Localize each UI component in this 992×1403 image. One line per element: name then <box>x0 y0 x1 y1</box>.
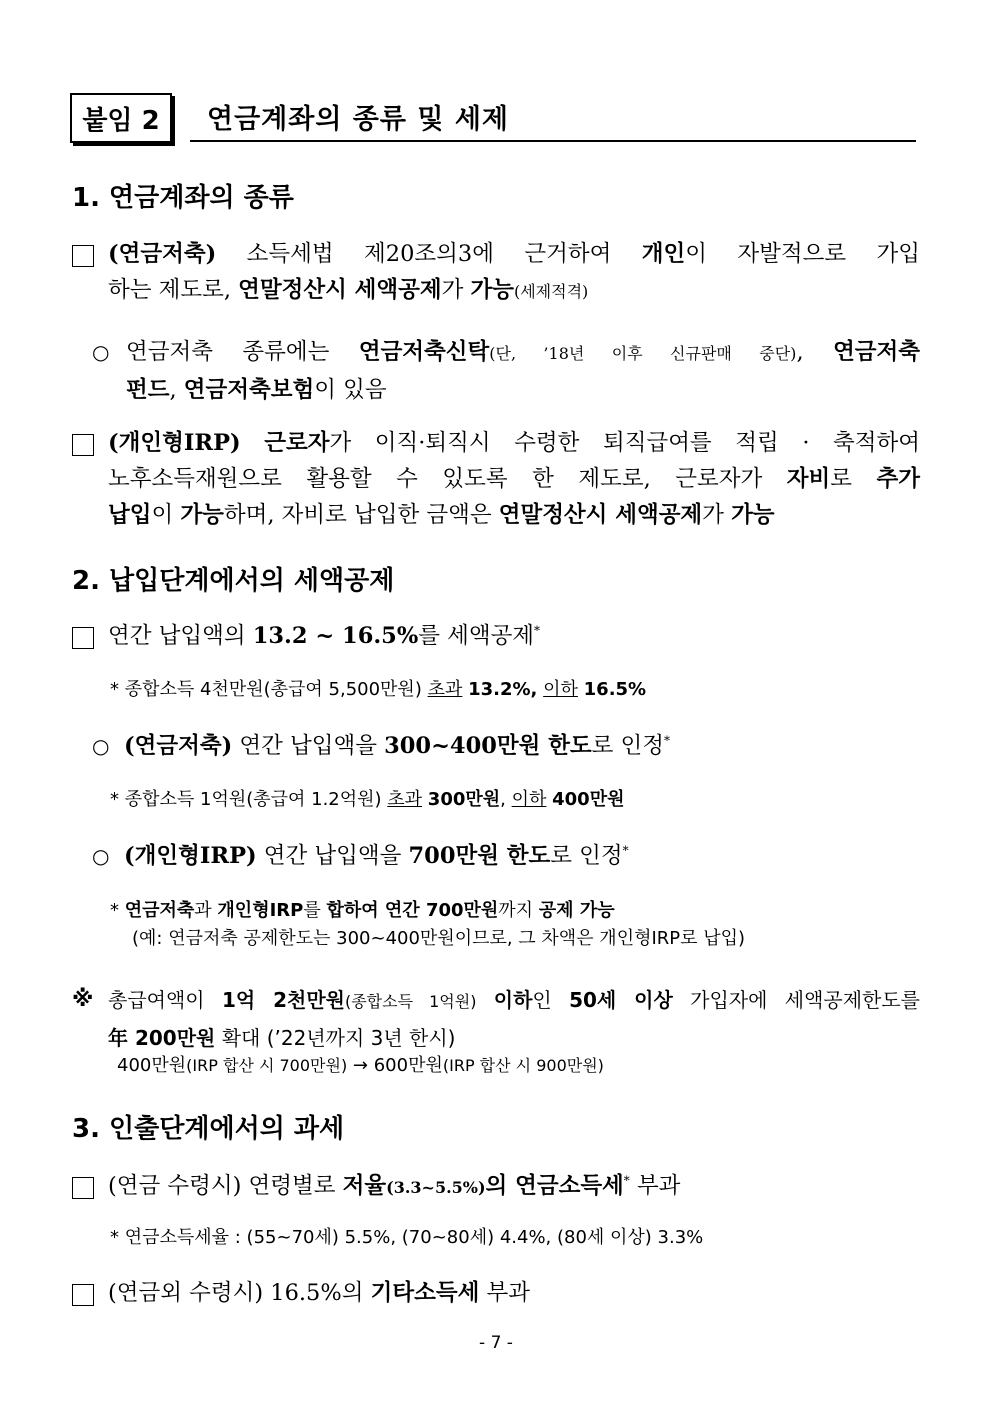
circle-bullet-icon: ○ <box>92 844 110 868</box>
checkbox-bullet-icon <box>72 1284 94 1306</box>
section-1-title: 1. 연금계좌의 종류 <box>72 183 294 213</box>
circle-bullet-icon: ○ <box>92 340 110 364</box>
section-2-sub-pension-savings-limit: (연금저축) 연간 납입액을 300~400만원 한도로 인정* <box>124 733 671 759</box>
section-1-item-irp: (개인형IRP) 근로자가 이직·퇴직시 수령한 퇴직급여를 적립 · 축적하여 노후소득재원으로 활용할 수 있도록 한 제도로, 근로자가 자비로 추가 납입이 가능하며, 자비로 납입한 금액은 연말정산시 세액공제가 가능 <box>108 430 920 528</box>
page-number: - 7 - <box>479 1333 513 1353</box>
section-3-note-1: * 연금소득세율 : (55~70세) 5.5%, (70~80세) 4.4%, (80세 이상) 3.3% <box>110 1227 704 1248</box>
checkbox-bullet-icon <box>72 434 94 456</box>
section-2-note-2: * 종합소득 1억원(총급여 1.2억원) 초과 300만원, 이하 400만원 <box>110 789 625 810</box>
section-2-note-3: * 연금저축과 개인형IRP를 합하여 연간 700만원까지 공제 가능 <box>110 900 615 921</box>
section-2-note-1: * 종합소득 4천만원(총급여 5,500만원) 초과 13.2%, 이하 16.5% <box>110 679 647 700</box>
circle-bullet-icon: ○ <box>92 734 110 758</box>
section-2-item-deduction-rate: 연간 납입액의 13.2 ~ 16.5%를 세액공제* <box>108 623 541 649</box>
title-underline <box>190 140 916 142</box>
section-2-reference-note: 총급여액이 1억 2천만원(종합소득 1억원) 이하인 50세 이상 가입자에 세액공제한도를 年 200만원 확대 (’22년까지 3년 한시) <box>108 988 920 1050</box>
page-title: 연금계좌의 종류 및 세제 <box>207 104 510 135</box>
section-1-item-pension-savings: (연금저축) 소득세법 제20조의3에 근거하여 개인이 자발적으로 가입 하는 제도로, 연말정산시 세액공제가 가능(세제적격) <box>108 241 921 303</box>
section-2-sub-irp-limit: (개인형IRP) 연간 납입액을 700만원 한도로 인정* <box>124 843 629 869</box>
attachment-badge: 붙임 2 <box>70 93 172 143</box>
checkbox-bullet-icon <box>72 627 94 649</box>
section-2-note-3-example: (예: 연금저축 공제한도는 300~400만원이므로, 그 차액은 개인형IRP로 납입) <box>132 928 746 949</box>
section-3-title: 3. 인출단계에서의 과세 <box>72 1114 345 1144</box>
section-3-item-pension-receipt: (연금 수령시) 연령별로 저율(3.3~5.5%)의 연금소득세* 부과 <box>108 1173 681 1199</box>
checkbox-bullet-icon <box>72 1177 94 1199</box>
section-3-item-other-receipt: (연금외 수령시) 16.5%의 기타소득세 부과 <box>108 1280 530 1306</box>
section-2-title: 2. 납입단계에서의 세액공제 <box>72 566 395 596</box>
checkbox-bullet-icon <box>72 245 94 267</box>
section-2-reference-detail: 400만원(IRP 합산 시 700만원) → 600만원(IRP 합산 시 900만원) <box>117 1055 604 1076</box>
reference-mark-icon: ※ <box>72 987 94 1012</box>
section-1-sub-pension-types: 연금저축 종류에는 연금저축신탁(단, ’18년 이후 신규판매 중단), 연금저축 펀드, 연금저축보험이 있음 <box>126 339 921 403</box>
